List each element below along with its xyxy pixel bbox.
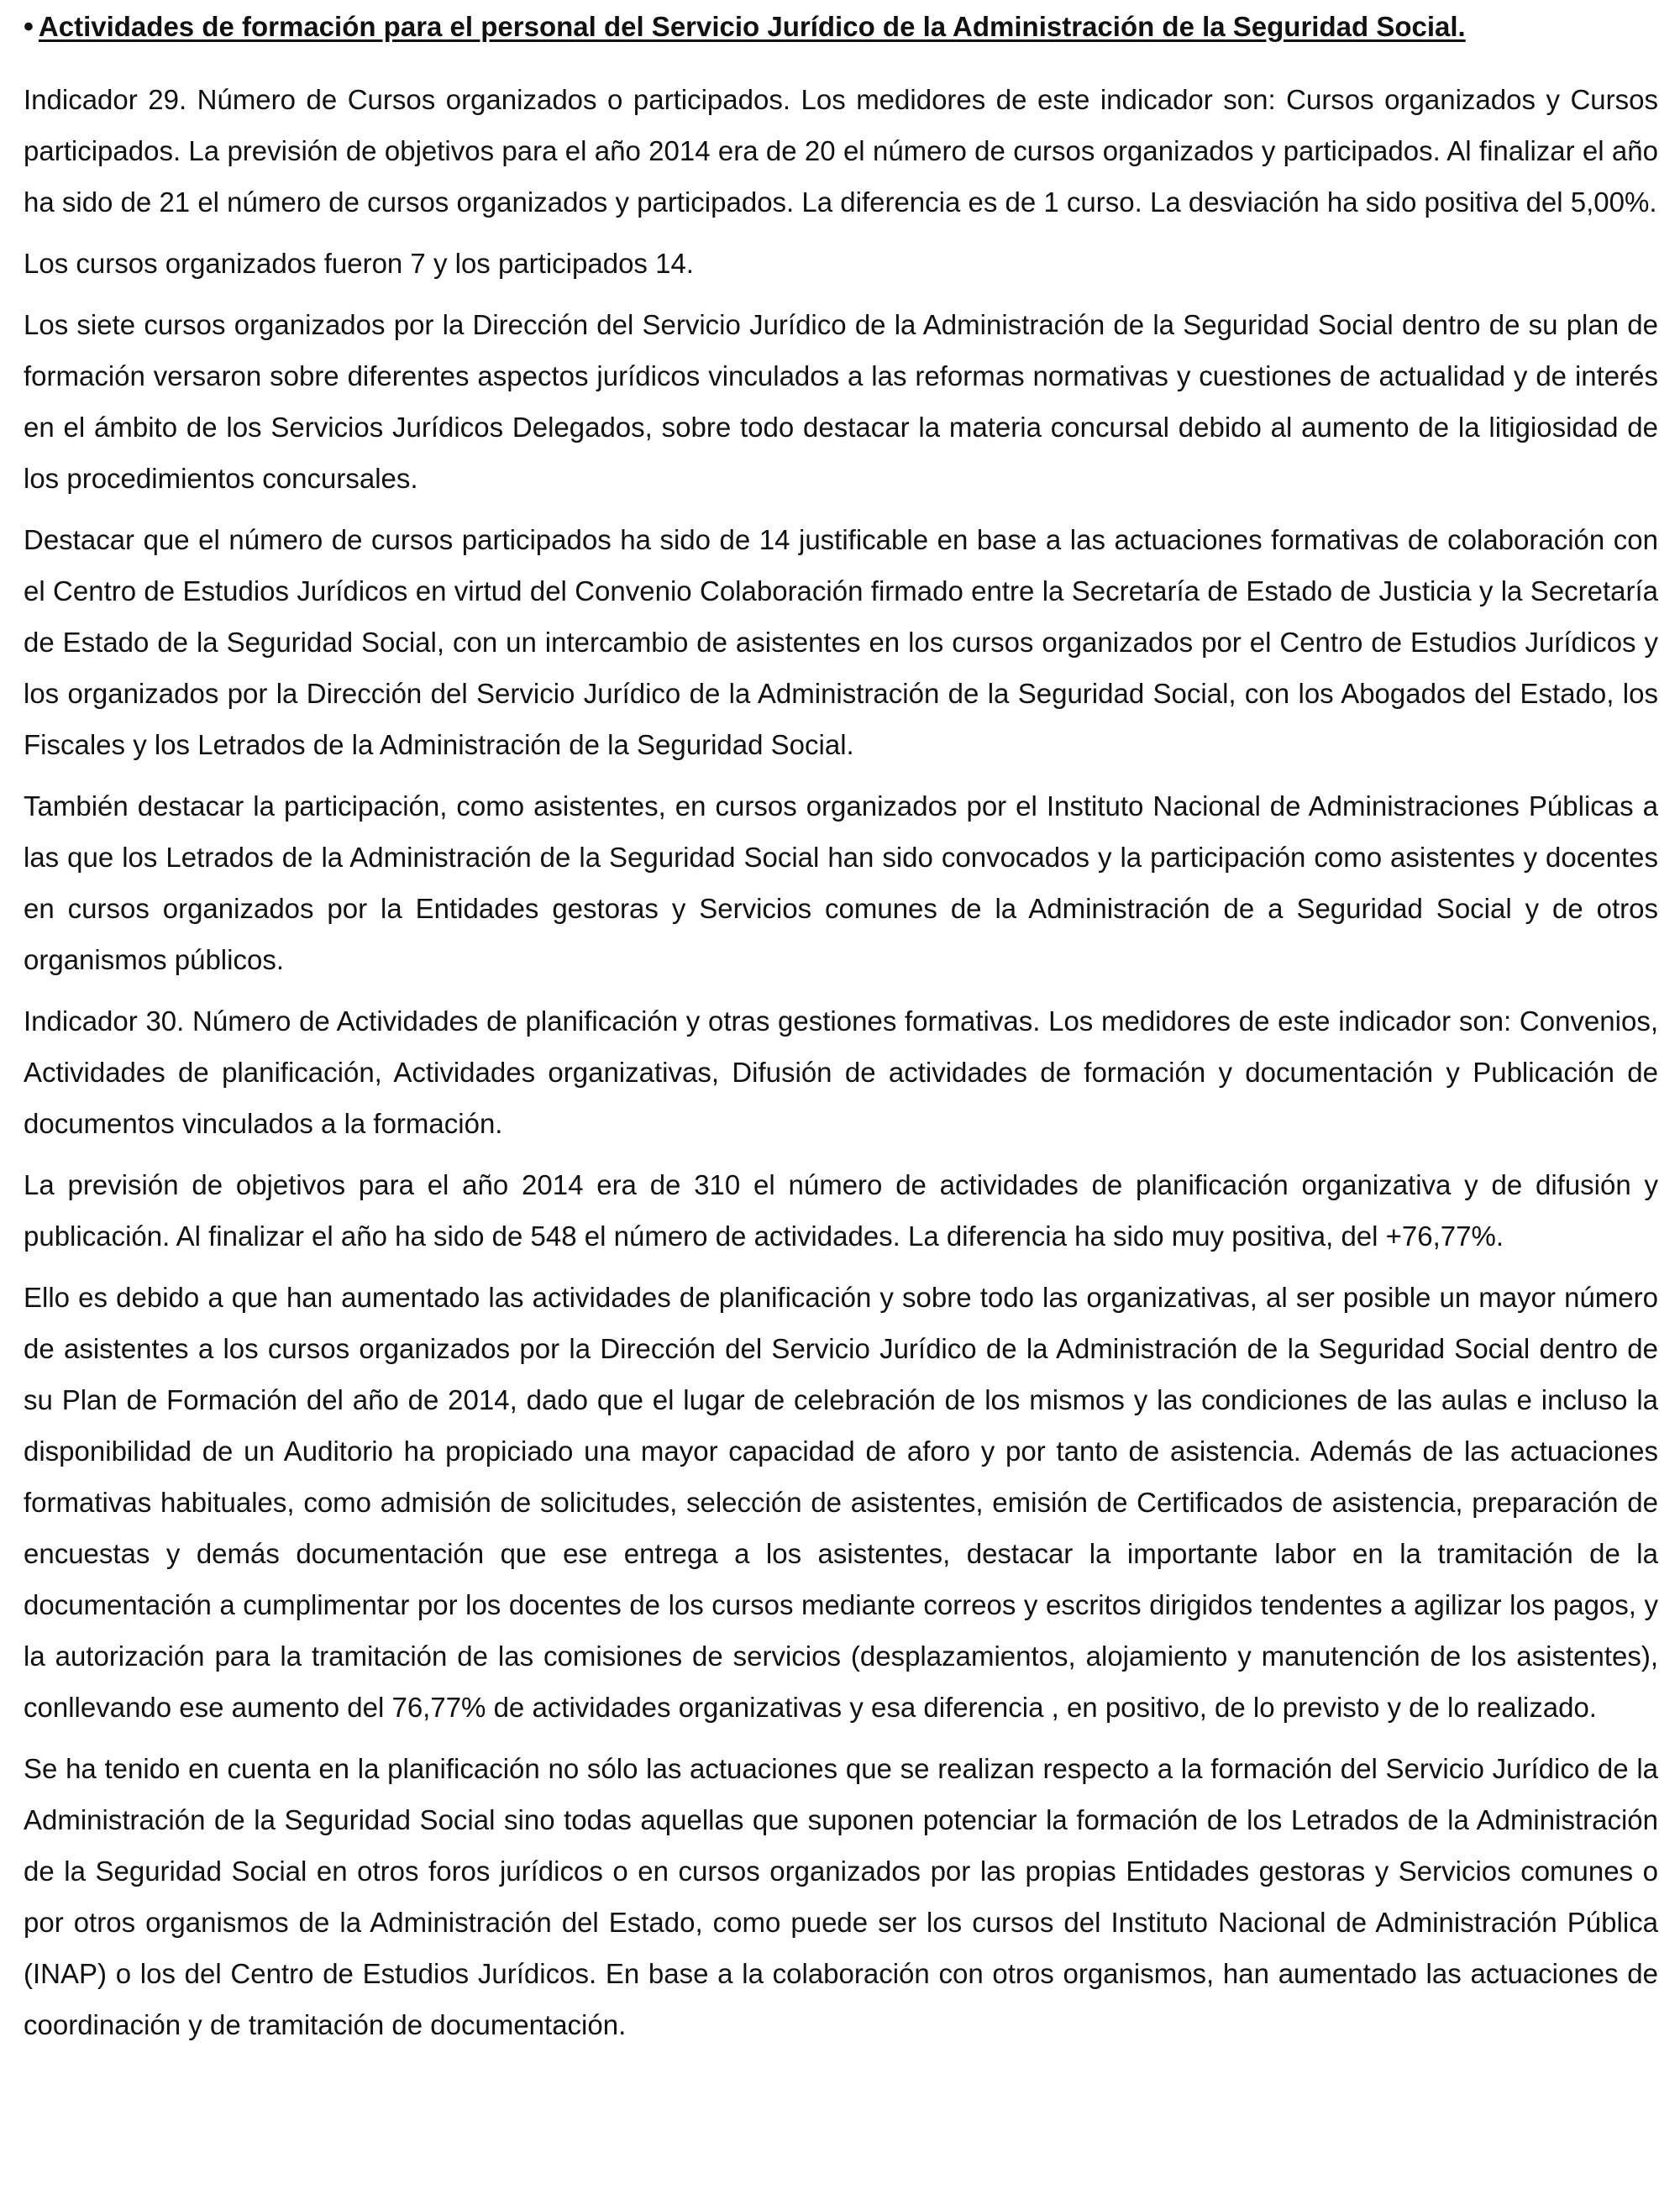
document-page	[24, 7, 1658, 2060]
paragraph-participacion-inap: También destacar la participación, como asistentes, en cursos organizados por el Instituto Nacional de Administraciones Públicas a las que los Letrados de la Administración de la Seguridad Social han sido convocados y la participación como asistentes y docentes en cursos organizados por la Entidades gestoras y Servicios comunes de la Administración de a Seguridad Social y de otros organismos públicos.	[24, 790, 1658, 975]
paragraph-planificacion: Se ha tenido en cuenta en la planificación no sólo las actuaciones que se realizan respecto a la formación del Servicio Jurídico de la Administración de la Seguridad Social sino todas aquellas que suponen potenciar la formación de los Letrados de la Administración de la Seguridad Social en otros foros jurídicos o en cursos organizados por las propias Entidades gestoras y Servicios comunes o por otros organismos de la Administración del Estado, como puede ser los cursos del Instituto Nacional de Administración Pública (INAP) o los del Centro de Estudios Jurídicos. En base a la colaboración con otros organismos, han aumentado las actuaciones de coordinación y de tramitación de documentación.	[24, 1753, 1658, 2040]
section-heading-text: Actividades de formación para el personal del Servicio Jurídico de la Administración de la Seguridad Social.	[38, 11, 1466, 42]
paragraph-siete-cursos: Los siete cursos organizados por la Dirección del Servicio Jurídico de la Administración de la Seguridad Social dentro de su plan de formación versaron sobre diferentes aspectos jurídicos vinculados a las reformas normativas y cuestiones de actualidad y de interés en el ámbito de los Servicios Jurídicos Delegados, sobre todo destacar la materia concursal debido al aumento de la litigiosidad de los procedimientos concursales.	[24, 309, 1658, 494]
paragraph-cursos-organizados: Los cursos organizados fueron 7 y los participados 14.	[24, 248, 694, 279]
bullet-icon: •	[24, 11, 34, 43]
paragraph-prevision-objetivos: La previsión de objetivos para el año 2014 era de 310 el número de actividades de planificación organizativa y de difusión y publicación. Al finalizar el año ha sido de 548 el número de actividades. La diferencia ha sido muy positiva, del +76,77%.	[24, 1169, 1658, 1252]
paragraph-indicador-29: Indicador 29. Número de Cursos organizados o participados. Los medidores de este indicador son: Cursos organizados y Cursos participados. La previsión de objetivos para el año 2014 era de 20 el número de cursos organizados y participados. Al finalizar el año ha sido de 21 el número de cursos organizados y participados. La diferencia es de 1 curso. La desviación ha sido positiva del 5,00%.	[24, 84, 1658, 218]
paragraph-cursos-participados: Destacar que el número de cursos participados ha sido de 14 justificable en base a las actuaciones formativas de colaboración con el Centro de Estudios Jurídicos en virtud del Convenio Colaboración firmado entre la Secretaría de Estado de Justicia y la Secretaría de Estado de la Seguridad Social, con un intercambio de asistentes en los cursos organizados por el Centro de Estudios Jurídicos y los organizados por la Dirección del Servicio Jurídico de la Administración de la Seguridad Social, con los Abogados del Estado, los Fiscales y los Letrados de la Administración de la Seguridad Social.	[24, 524, 1658, 760]
section-heading	[24, 7, 1658, 47]
paragraph-indicador-30: Indicador 30. Número de Actividades de planificación y otras gestiones formativas. Los medidores de este indicador son: Convenios, Actividades de planificación, Actividades organizativas, Difusión de actividades de formación y documentación y Publicación de documentos vinculados a la formación.	[24, 1005, 1658, 1139]
paragraph-aumento-actividades: Ello es debido a que han aumentado las actividades de planificación y sobre todo las organizativas, al ser posible un mayor número de asistentes a los cursos organizados por la Dirección del Servicio Jurídico de la Administración de la Seguridad Social dentro de su Plan de Formación del año de 2014, dado que el lugar de celebración de los mismos y las condiciones de las aulas e incluso la disponibilidad de un Auditorio ha propiciado una mayor capacidad de aforo y por tanto de asistencia. Además de las actuaciones formativas habituales, como admisión de solicitudes, selección de asistentes, emisión de Certificados de asistencia, preparación de encuestas y demás documentación que ese entrega a los asistentes, destacar la importante labor en la tramitación de la documentación a cumplimentar por los docentes de los cursos mediante correos y escritos dirigidos tendentes a agilizar los pagos, y la autorización para la tramitación de las comisiones de servicios (desplazamientos, alojamiento y manutención de los asistentes), conllevando ese aumento del 76,77% de actividades organizativas y esa diferencia , en positivo, de lo previsto y de lo realizado.	[24, 1282, 1658, 1723]
